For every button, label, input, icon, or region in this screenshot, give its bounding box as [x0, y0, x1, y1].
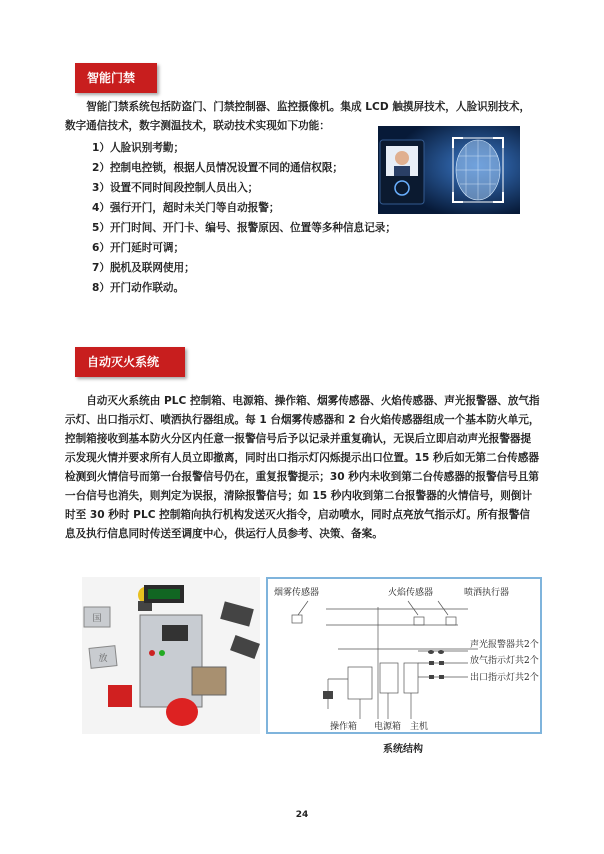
face-recognition-image — [378, 126, 520, 214]
label-flame-sensor: 火焰传感器 — [388, 588, 434, 598]
section-header-fire-suppression: 自动灭火系统 — [75, 347, 185, 377]
intro-line-1: 智能门禁系统包括防盗门、门禁控制器、监控摄像机。集成 LCD 触摸屏技术，人脸识别技术， — [86, 101, 531, 113]
list-item: 4）强行开门，超时未关门等自动报警； — [92, 202, 280, 214]
list-item: 8）开门动作联动。 — [92, 282, 185, 294]
label-smoke-sensor: 烟雾传感器 — [274, 588, 320, 598]
label-spray-actuator: 喷洒执行器 — [464, 588, 510, 598]
list-item: 2）控制电控锁，根据人员情况设置不同的通信权限； — [92, 162, 344, 174]
svg-text:放: 放 — [98, 654, 108, 664]
intro-line-2: 数字通信技术，数字测温技术，联动技术实现如下功能： — [65, 120, 330, 132]
feature-list — [92, 138, 396, 298]
svg-text:国: 国 — [92, 614, 102, 624]
list-item: 1）人脸识别考勤； — [92, 142, 185, 154]
list-item: 6）开门延时可调； — [92, 242, 185, 254]
system-structure-diagram — [266, 577, 542, 734]
list-item: 5）开门时间、开门卡、编号、报警原因、位置等多种信息记录； — [92, 222, 396, 234]
equipment-photo — [82, 577, 260, 734]
section-header-access-control: 智能门禁 — [75, 63, 157, 93]
label-main-unit: 主机 — [410, 722, 429, 732]
list-item: 3）设置不同时间段控制人员出入； — [92, 182, 259, 194]
page-number: 24 — [295, 810, 309, 820]
fire-suppression-text: 自动灭火系统由 PLC 控制箱、电源箱、操作箱、烟雾传感器、火焰传感器、声光报警器、放气指示灯、出口指示灯、喷洒执行器组成。每 1 台烟雾传感器和 2 台火焰传感器组成一个基本防火单元，控制箱接收到基本防火分区内任意一报警信号后予以记录并重复确认，无误后立即启动声光报警器提示发现火情并要求所有人员立即撤离，同时出口指示灯闪烁提示出口位置。15 秒后如无第二台传感器检测到火情信号而第一台报警信号仍在，重复报警提示；30 秒内未收到第二台传感器的报警信号且第一台信号也消失，则判定为误报，清除报警信号；如 15 秒内收到第二台报警器的火情信号，则倒计时至 30 秒时 PLC 控制箱向执行机构发送灭火指令，启动喷水，同时点亮放气指示灯。所有报警信息及执行信息同时传送至调度中心，供运行人员参考、决策、备案。 — [65, 395, 540, 540]
diagram-caption: 系统结构 — [383, 744, 423, 755]
list-item: 7）脱机及联网使用； — [92, 262, 195, 274]
label-exit-light: 出口指示灯共2个 — [470, 673, 539, 683]
fire-suppression-body — [65, 392, 540, 544]
label-vent-light: 放气指示灯共2个 — [470, 656, 539, 666]
label-operation-box: 操作箱 — [330, 722, 358, 732]
label-sound-light-alarm: 声光报警器共2个 — [470, 640, 539, 650]
label-power-box: 电源箱 — [374, 722, 402, 732]
